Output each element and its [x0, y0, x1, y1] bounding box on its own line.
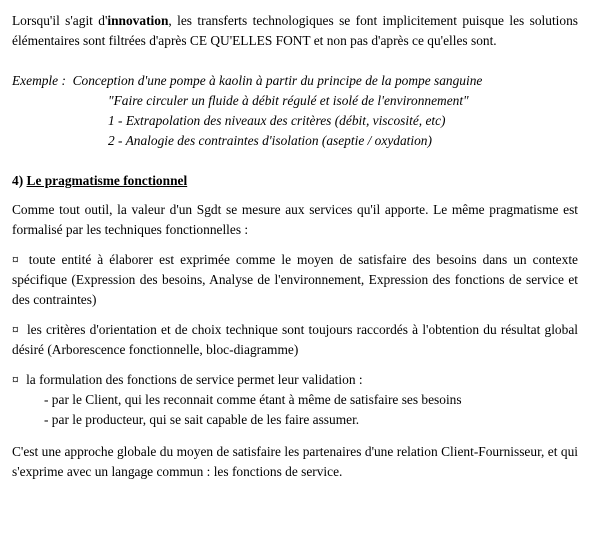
section-number: 4) [12, 173, 24, 188]
section-heading [12, 171, 578, 191]
bullet-icon: ¤ [12, 252, 19, 267]
paragraph-services: Comme tout outil, la valeur d'un Sgdt se mesure aux services qu'il apporte. Le même pragmatisme est formalisé par les techniques fonctionnelles : [12, 202, 578, 237]
bullet-sub-item-2: - par le producteur, qui se sait capable de les faire assumer. [44, 412, 360, 427]
example-block [12, 71, 578, 151]
bullet-icon: ¤ [12, 322, 19, 337]
intro-bold-term: innovation [107, 13, 169, 28]
bullet-item-2 [12, 320, 578, 360]
bullet-item-1 [12, 250, 578, 310]
example-line-2: "Faire circuler un fluide à débit régulé et isolé de l'environnement" [108, 93, 469, 108]
bullet-text-3: la formulation des fonctions de service permet leur validation : [26, 372, 363, 387]
document-page [12, 11, 578, 482]
bullet-text-1: toute entité à élaborer est exprimée comme le moyen de satisfaire des besoins dans un contexte spécifique (Expression des besoins, Analyse de l'environnement, Expression des fonctions de service et des contraintes) [12, 252, 578, 307]
example-line-3: 1 - Extrapolation des niveaux des critères (débit, viscosité, etc) [108, 113, 446, 128]
intro-text-end: , les transferts technologiques se font implicitement puisque les solutions élémentaires sont filtrées d'après CE QU'ELLES FONT et non pas d'après ce qu'elles sont. [12, 13, 578, 48]
example-line-4: 2 - Analogie des contraintes d'isolation (aseptie / oxydation) [108, 133, 432, 148]
example-label: Exemple : [12, 73, 66, 88]
intro-text-start: Lorsqu'il s'agit d' [12, 13, 108, 28]
intro-paragraph [12, 11, 578, 51]
bullet-sub-item-1: - par le Client, qui les reconnait comme étant à même de satisfaire ses besoins [44, 392, 462, 407]
conclusion-paragraph: C'est une approche globale du moyen de satisfaire les partenaires d'une relation Client-Fournisseur, et qui s'exprime avec un langage commun : les fonctions de service. [12, 444, 578, 479]
bullet-icon: ¤ [12, 372, 19, 387]
example-line-1: Conception d'une pompe à kaolin à partir du principe de la pompe sanguine [72, 73, 483, 88]
bullet-item-3 [12, 370, 578, 430]
bullet-text-2: les critères d'orientation et de choix technique sont toujours raccordés à l'obtention du résultat global désiré (Arborescence fonctionnelle, bloc-diagramme) [12, 322, 578, 357]
section-title: Le pragmatisme fonctionnel [26, 173, 188, 188]
